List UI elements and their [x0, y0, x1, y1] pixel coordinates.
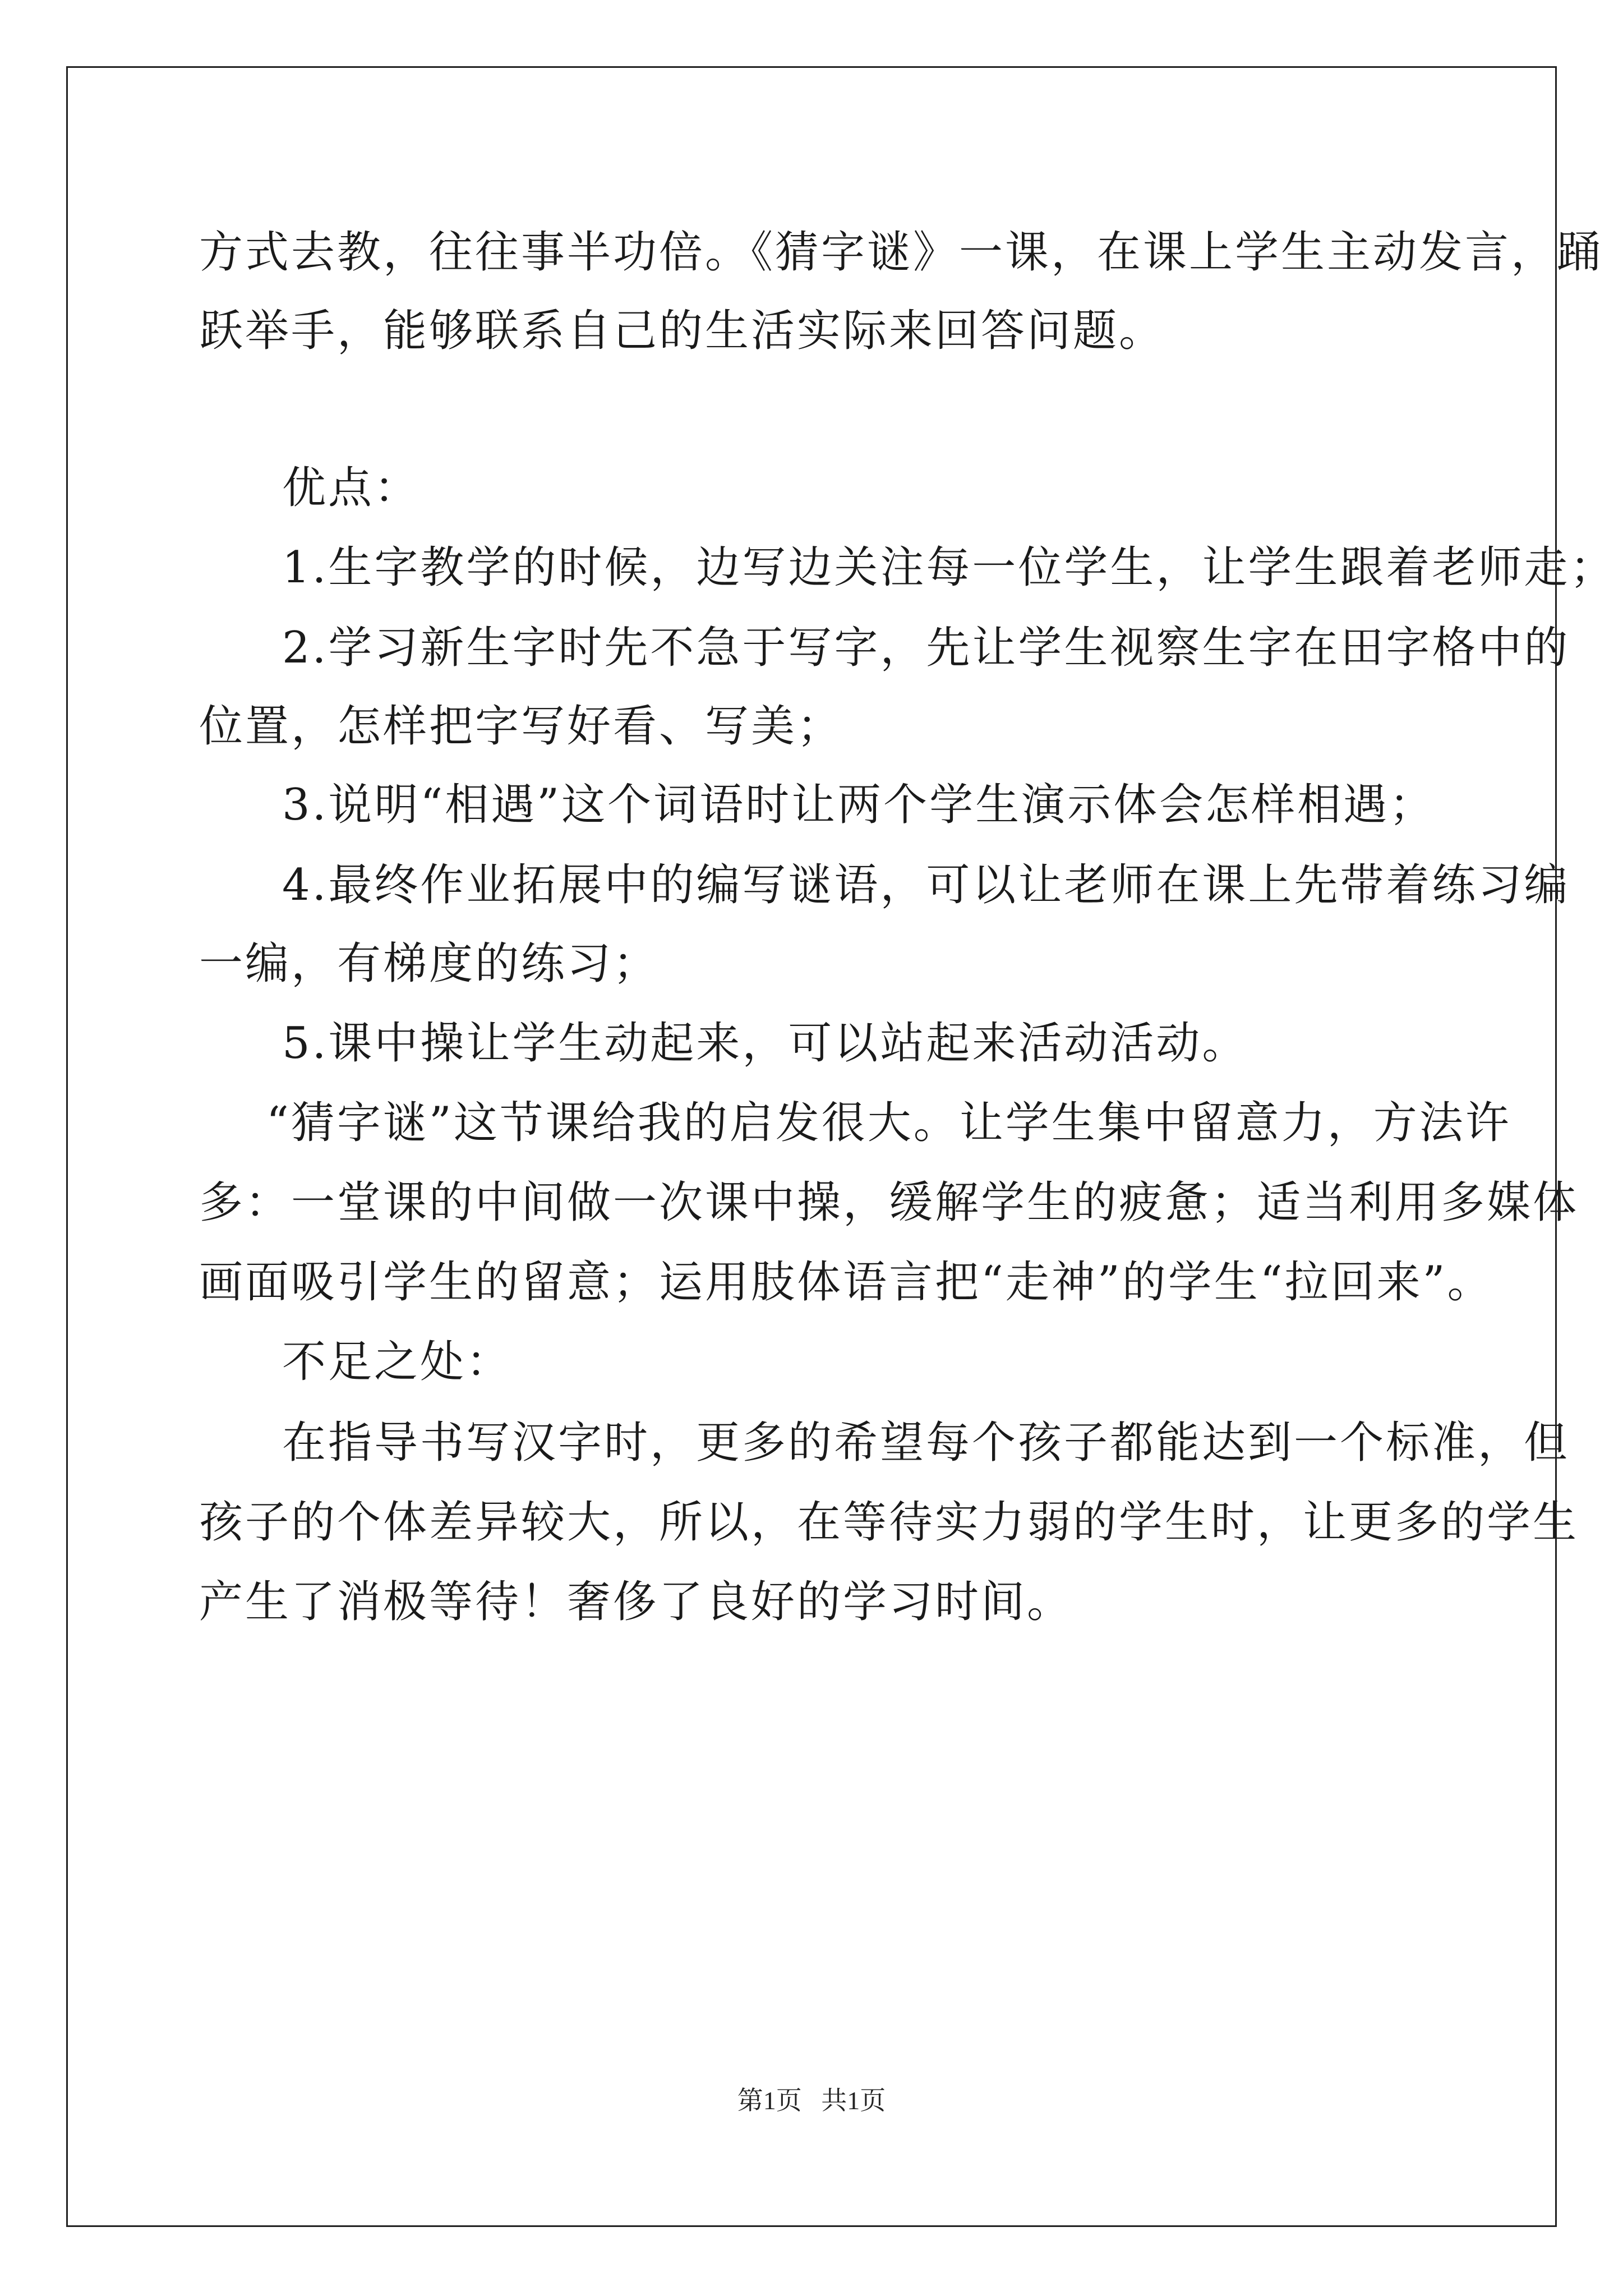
- text-line: 跃举手，能够联系自己的生活实际来回答问题。: [199, 306, 1165, 356]
- text-line: 方式去教，往往事半功倍。《猜字谜》一课，在课上学生主动发言，踊: [199, 227, 1603, 278]
- paragraph-line: “猜字谜”这节课给我的启发很大。让学生集中留意力，方法许: [266, 1098, 1511, 1148]
- page-footer: 第1页 共1页: [737, 2086, 886, 2115]
- section-heading-advantages: 优点：: [282, 463, 421, 513]
- text-line: 一编，有梯度的练习；: [199, 938, 660, 989]
- section-heading-shortcomings: 不足之处：: [282, 1337, 513, 1387]
- paragraph-line: 孩子的个体差异较大，所以，在等待实力弱的学生时，让更多的学生: [199, 1497, 1579, 1548]
- paragraph-line: 在指导书写汉字时，更多的希望每个孩子都能达到一个标准，但: [282, 1418, 1570, 1468]
- paragraph-line: 多：一堂课的中间做一次课中操，缓解学生的疲惫；适当利用多媒体: [199, 1177, 1579, 1228]
- text-line: 位置，怎样把字写好看、写美；: [199, 701, 843, 752]
- paragraph-line: 产生了消极等待！奢侈了良好的学习时间。: [199, 1577, 1073, 1627]
- list-item: 2.学习新生字时先不急于写字，先让学生视察生字在田字格中的: [282, 623, 1570, 673]
- list-item: 3.说明“相遇”这个词语时让两个学生演示体会怎样相遇；: [282, 780, 1436, 830]
- list-item: 5.课中操让学生动起来，可以站起来活动活动。: [282, 1018, 1248, 1069]
- list-item: 4.最终作业拓展中的编写谜语，可以让老师在课上先带着练习编: [282, 860, 1570, 910]
- paragraph-line: 画面吸引学生的留意；运用肢体语言把“走神”的学生“拉回来”。: [199, 1257, 1493, 1308]
- list-item: 1.生字教学的时候，边写边关注每一位学生，让学生跟着老师走；: [282, 542, 1616, 593]
